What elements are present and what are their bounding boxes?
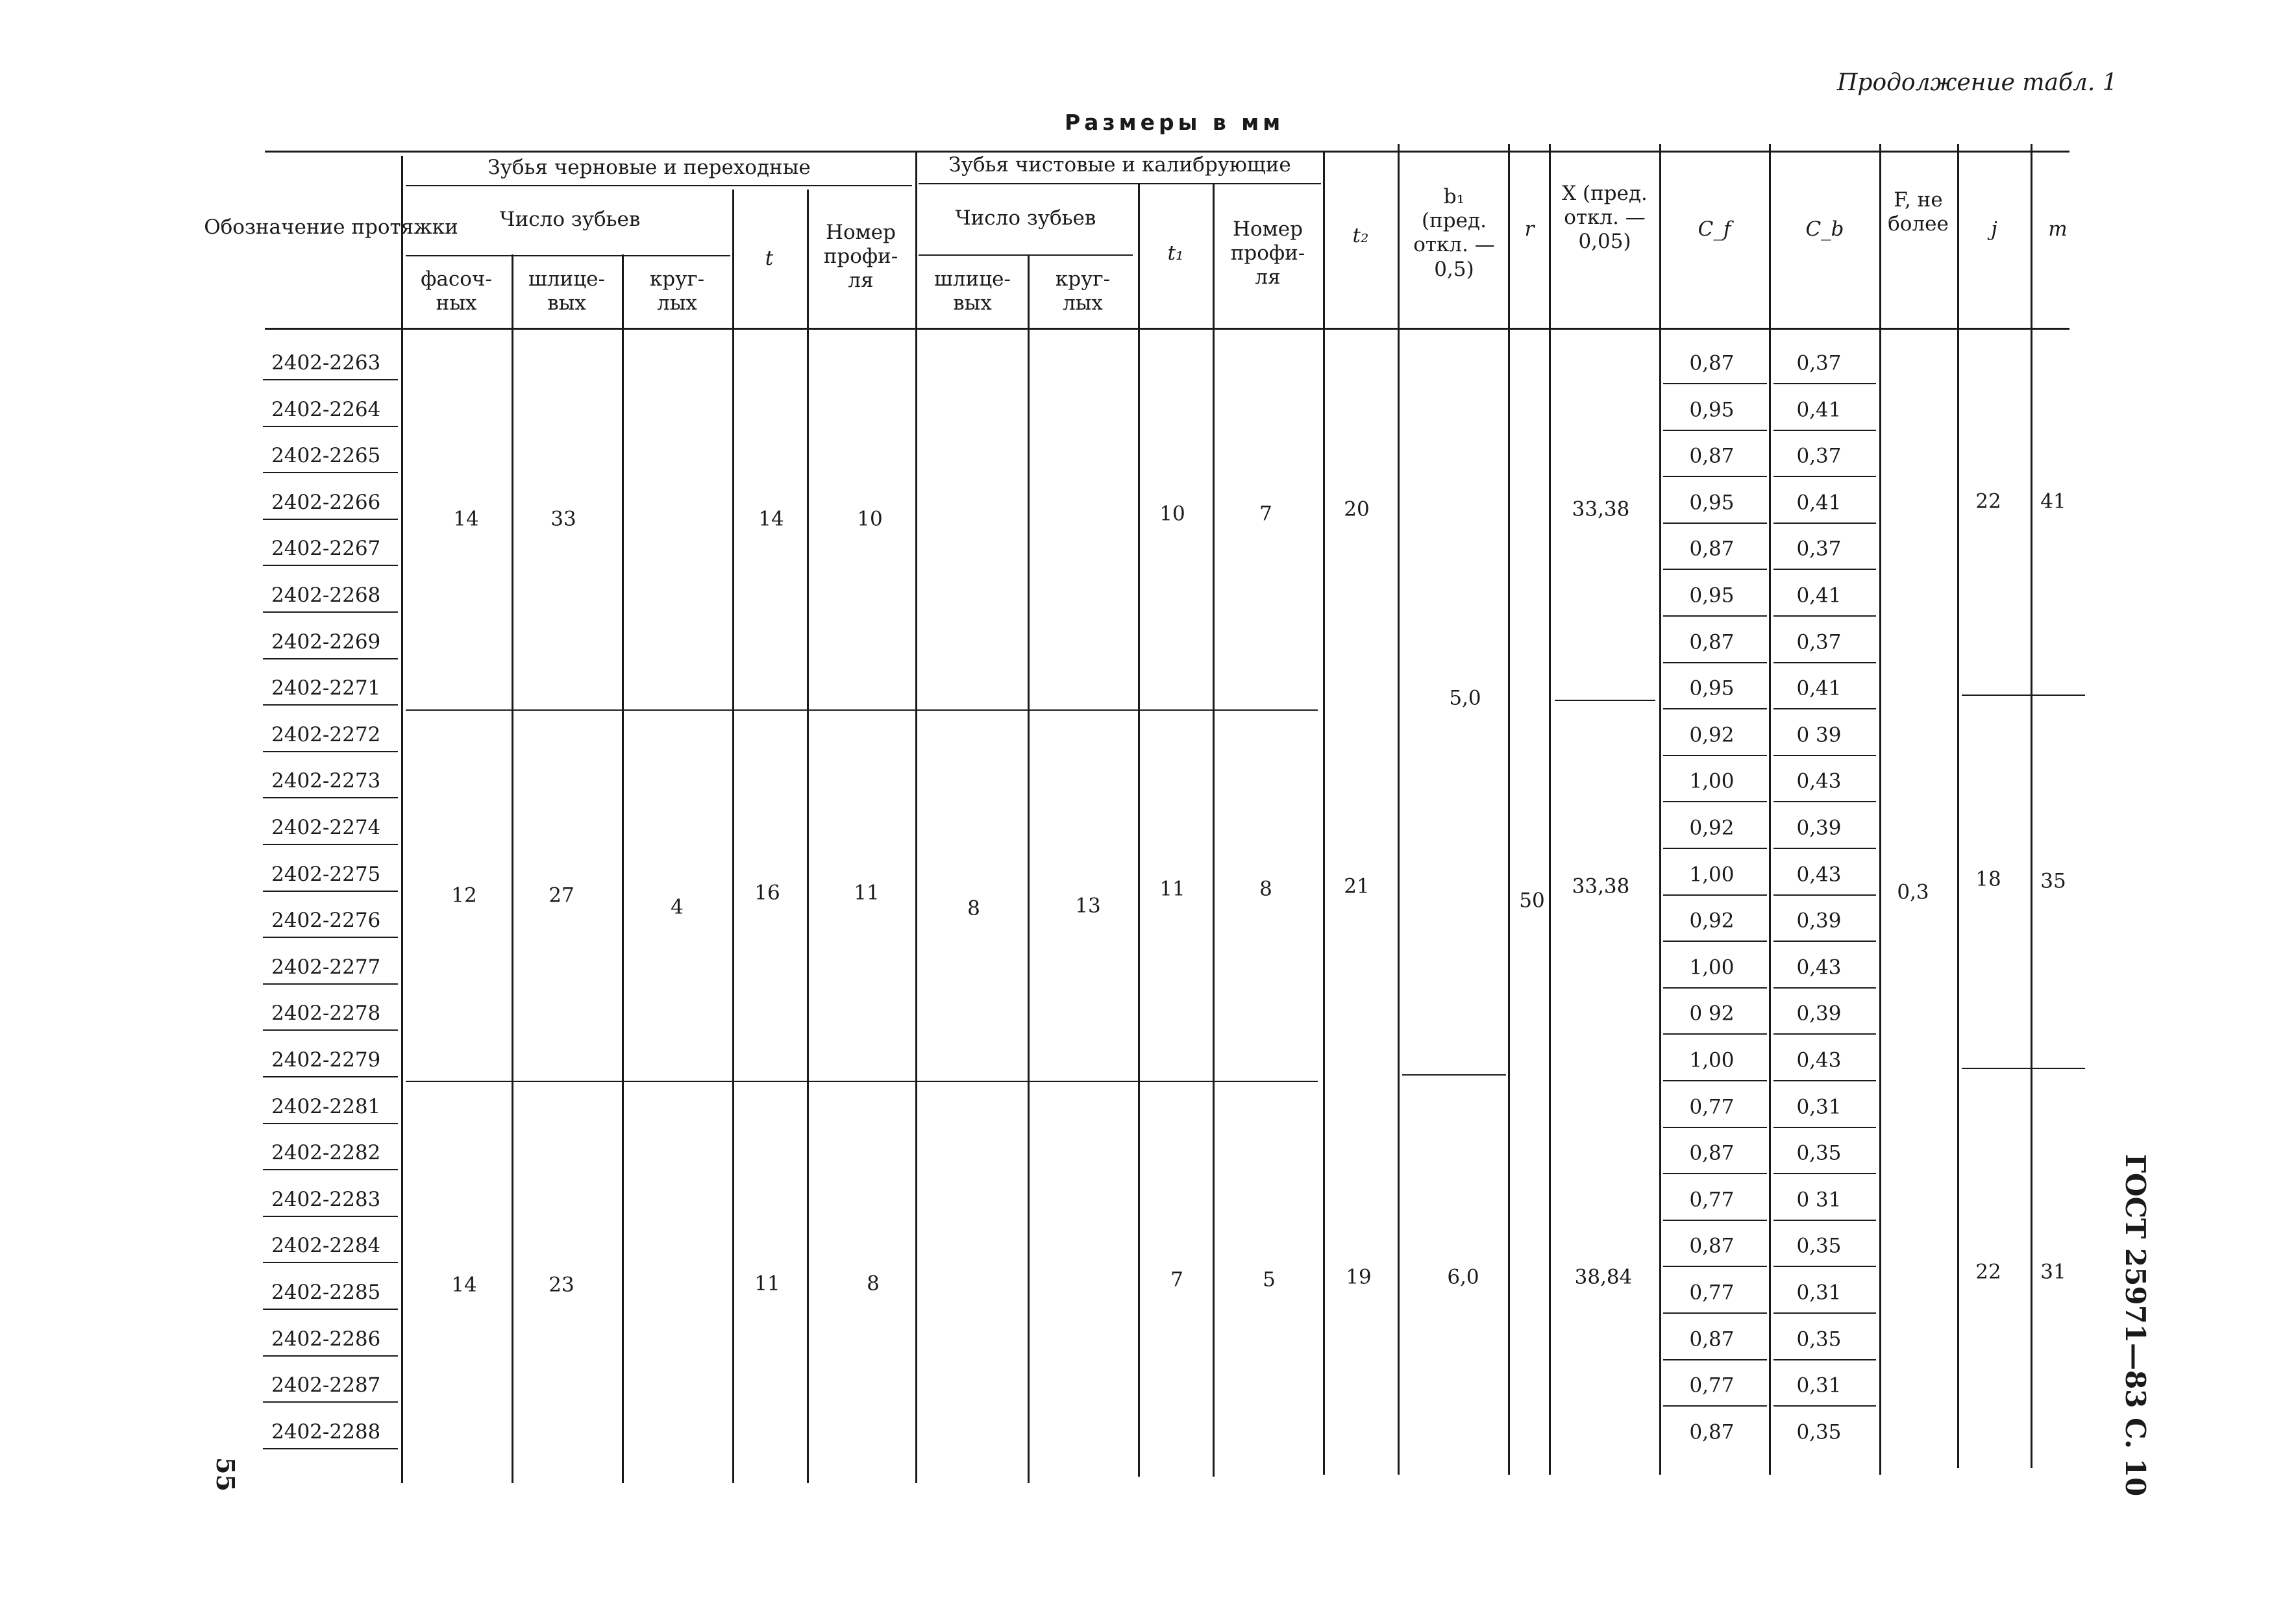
cb-underline xyxy=(1773,848,1876,849)
shared-finish-round: 13 xyxy=(1075,894,1101,918)
g3-m: 31 xyxy=(2040,1260,2066,1284)
col-rough-group: Зубья черновые и переходные xyxy=(488,156,811,179)
g2-t1: 11 xyxy=(1159,877,1185,901)
designation-cell: 2402-2279 xyxy=(271,1048,381,1072)
designation-underline xyxy=(263,797,398,798)
designation-underline xyxy=(263,1123,398,1124)
designation-cell: 2402-2287 xyxy=(271,1373,381,1397)
cf-cell: 1,00 xyxy=(1689,769,1735,793)
col-rough-chamfer: фасоч- ных xyxy=(421,267,492,315)
designation-underline xyxy=(263,1169,398,1170)
cb-cell: 0,31 xyxy=(1796,1373,1842,1397)
col-m: m xyxy=(2048,217,2068,241)
designation-underline xyxy=(263,611,398,613)
cf-cell: 0,92 xyxy=(1689,816,1735,840)
cf-underline xyxy=(1663,1266,1767,1267)
cb-underline xyxy=(1773,1173,1876,1174)
g1-rough-spline: 33 xyxy=(550,507,576,531)
cf-underline xyxy=(1663,383,1767,384)
designation-underline xyxy=(263,844,398,845)
cf-underline xyxy=(1663,1359,1767,1360)
g1-j: 22 xyxy=(1975,489,2001,513)
designation-cell: 2402-2264 xyxy=(271,397,381,421)
designation-underline xyxy=(263,658,398,659)
designation-cell: 2402-2275 xyxy=(271,862,381,886)
col-X: X (пред. откл. —0,05) xyxy=(1562,182,1648,254)
cb-underline xyxy=(1773,1080,1876,1081)
cb-underline xyxy=(1773,430,1876,431)
designation-underline xyxy=(263,565,398,566)
cf-cell: 0,77 xyxy=(1689,1281,1735,1305)
designation-underline xyxy=(263,937,398,938)
cb-cell: 0 39 xyxy=(1796,723,1842,747)
cf-cell: 1,00 xyxy=(1689,955,1735,979)
g3-t1: 7 xyxy=(1170,1268,1183,1292)
g1-t2: 20 xyxy=(1344,497,1370,521)
designation-underline xyxy=(263,983,398,985)
cf-underline xyxy=(1663,476,1767,477)
designation-underline xyxy=(263,1355,398,1357)
cb-underline xyxy=(1773,1220,1876,1221)
continuation-label: Продолжение табл. 1 xyxy=(1837,69,2118,96)
designation-cell: 2402-2277 xyxy=(271,955,381,979)
cb-underline xyxy=(1773,569,1876,570)
designation-cell: 2402-2281 xyxy=(271,1094,381,1118)
cb-underline xyxy=(1773,708,1876,709)
cf-cell: 0,92 xyxy=(1689,909,1735,933)
cb-cell: 0,41 xyxy=(1796,491,1842,515)
shared-r: 50 xyxy=(1519,889,1545,913)
g3-X: 38,84 xyxy=(1574,1265,1633,1289)
designation-cell: 2402-2286 xyxy=(271,1327,381,1351)
cb-underline xyxy=(1773,1033,1876,1035)
cb-cell: 0,37 xyxy=(1796,444,1842,468)
cb-cell: 0,41 xyxy=(1796,398,1842,422)
designation-cell: 2402-2263 xyxy=(271,351,381,375)
cf-cell: 0,77 xyxy=(1689,1095,1735,1119)
cf-cell: 0,87 xyxy=(1689,1420,1735,1444)
designation-cell: 2402-2278 xyxy=(271,1002,381,1026)
designation-cell: 2402-2276 xyxy=(271,909,381,933)
col-t1: t₁ xyxy=(1167,241,1184,265)
units-label: Размеры в мм xyxy=(1065,110,1285,135)
cf-cell: 0,87 xyxy=(1689,1141,1735,1165)
g3-t: 11 xyxy=(754,1272,780,1296)
cf-underline xyxy=(1663,430,1767,431)
g3-finish-profile: 5 xyxy=(1263,1268,1276,1292)
cb-cell: 0,39 xyxy=(1796,909,1842,933)
cf-underline xyxy=(1663,615,1767,617)
g1-t1: 10 xyxy=(1159,502,1185,526)
col-rough-spline: шлице- вых xyxy=(528,267,605,315)
cb-cell: 0,37 xyxy=(1796,537,1842,561)
cb-cell: 0,43 xyxy=(1796,1048,1842,1072)
g2-X: 33,38 xyxy=(1572,874,1630,898)
col-rough-round: круг- лых xyxy=(649,267,705,315)
cb-cell: 0 31 xyxy=(1796,1188,1842,1212)
g2-m: 35 xyxy=(2040,869,2066,893)
cf-cell: 0,87 xyxy=(1689,1234,1735,1258)
cb-cell: 0,35 xyxy=(1796,1141,1842,1165)
gost-side-label: ГОСТ 25971—83 С. 10 xyxy=(2119,1154,2151,1497)
cb-underline xyxy=(1773,523,1876,524)
designation-cell: 2402-2274 xyxy=(271,816,381,839)
cb-cell: 0,37 xyxy=(1796,630,1842,654)
col-finish-profile: Номер профи- ля xyxy=(1230,217,1305,289)
cf-underline xyxy=(1663,894,1767,896)
col-t: t xyxy=(765,247,774,270)
g2-t2: 21 xyxy=(1344,874,1370,898)
designation-cell: 2402-2282 xyxy=(271,1141,381,1165)
cb-underline xyxy=(1773,1266,1876,1267)
cb-cell: 0,43 xyxy=(1796,955,1842,979)
cb-cell: 0,35 xyxy=(1796,1327,1842,1351)
cf-cell: 0,77 xyxy=(1689,1373,1735,1397)
designation-cell: 2402-2266 xyxy=(271,490,381,514)
cf-underline xyxy=(1663,1220,1767,1221)
g3-rough-profile: 8 xyxy=(867,1272,880,1296)
cf-cell: 1,00 xyxy=(1689,863,1735,887)
col-F: F, не более xyxy=(1888,188,1949,236)
designation-cell: 2402-2272 xyxy=(271,722,381,746)
cb-underline xyxy=(1773,1312,1876,1314)
cb-cell: 0,41 xyxy=(1796,584,1842,608)
col-rough-count: Число зубьев xyxy=(499,208,641,231)
col-j: j xyxy=(1991,217,1997,241)
designation-underline xyxy=(263,379,398,380)
cb-underline xyxy=(1773,941,1876,942)
designation-underline xyxy=(263,1309,398,1310)
g1-m: 41 xyxy=(2040,489,2066,513)
designation-underline xyxy=(263,891,398,892)
cf-underline xyxy=(1663,1033,1767,1035)
cf-cell: 0,87 xyxy=(1689,630,1735,654)
designation-underline xyxy=(263,1029,398,1031)
cf-underline xyxy=(1663,755,1767,756)
col-Cf: C_f xyxy=(1698,217,1731,241)
cf-cell: 0,95 xyxy=(1689,676,1735,700)
cb-cell: 0,35 xyxy=(1796,1420,1842,1444)
cf-cell: 0,95 xyxy=(1689,491,1735,515)
designation-cell: 2402-2284 xyxy=(271,1234,381,1258)
col-finish-spline: шлице- вых xyxy=(934,267,1011,315)
col-rough-profile: Номер профи- ля xyxy=(823,221,898,293)
cf-underline xyxy=(1663,801,1767,802)
g1-finish-profile: 7 xyxy=(1259,502,1272,526)
g1-rough-chamfer: 14 xyxy=(453,507,479,531)
cf-underline xyxy=(1663,987,1767,989)
shared-b1-upper: 5,0 xyxy=(1449,686,1481,710)
g2-rough-chamfer: 12 xyxy=(451,883,477,907)
g3-j: 22 xyxy=(1975,1260,2001,1284)
cf-underline xyxy=(1663,941,1767,942)
cf-cell: 0,95 xyxy=(1689,584,1735,608)
designation-underline xyxy=(263,472,398,473)
g3-t2: 19 xyxy=(1346,1265,1372,1289)
cf-underline xyxy=(1663,662,1767,663)
cb-cell: 0,31 xyxy=(1796,1095,1842,1119)
cf-underline xyxy=(1663,1312,1767,1314)
designation-cell: 2402-2288 xyxy=(271,1420,381,1444)
designation-cell: 2402-2273 xyxy=(271,769,381,793)
g2-t: 16 xyxy=(754,881,780,905)
g1-X: 33,38 xyxy=(1572,497,1630,521)
designation-cell: 2402-2283 xyxy=(271,1187,381,1211)
cf-cell: 1,00 xyxy=(1689,1048,1735,1072)
designation-underline xyxy=(263,751,398,752)
g2-finish-profile: 8 xyxy=(1259,877,1272,901)
cf-cell: 0,87 xyxy=(1689,351,1735,375)
cb-cell: 0,31 xyxy=(1796,1281,1842,1305)
cb-cell: 0,43 xyxy=(1796,769,1842,793)
shared-F: 0,3 xyxy=(1897,880,1929,904)
cf-cell: 0 92 xyxy=(1689,1002,1735,1026)
g1-rough-profile: 10 xyxy=(857,507,883,531)
cf-underline xyxy=(1663,569,1767,570)
cf-underline xyxy=(1663,848,1767,849)
cf-cell: 0,77 xyxy=(1689,1188,1735,1212)
designation-cell: 2402-2267 xyxy=(271,537,381,561)
cb-cell: 0,35 xyxy=(1796,1234,1842,1258)
cf-cell: 0,87 xyxy=(1689,1327,1735,1351)
g3-rough-spline: 23 xyxy=(549,1273,574,1297)
cb-underline xyxy=(1773,383,1876,384)
g2-rough-profile: 11 xyxy=(854,881,880,905)
g3-rough-chamfer: 14 xyxy=(451,1273,477,1297)
shared-rough-round: 4 xyxy=(671,895,684,919)
designation-underline xyxy=(263,1076,398,1077)
designation-cell: 2402-2269 xyxy=(271,630,381,654)
designation-underline xyxy=(263,1262,398,1263)
cf-underline xyxy=(1663,1080,1767,1081)
g2-rough-spline: 27 xyxy=(549,883,574,907)
cb-underline xyxy=(1773,476,1876,477)
cb-underline xyxy=(1773,1405,1876,1407)
cb-underline xyxy=(1773,662,1876,663)
cb-cell: 0,43 xyxy=(1796,863,1842,887)
g1-t: 14 xyxy=(758,507,784,531)
col-t2: t₂ xyxy=(1352,224,1369,247)
cb-underline xyxy=(1773,1127,1876,1128)
cb-underline xyxy=(1773,615,1876,617)
cb-cell: 0,39 xyxy=(1796,816,1842,840)
cb-underline xyxy=(1773,755,1876,756)
cf-underline xyxy=(1663,1127,1767,1128)
cf-cell: 0,87 xyxy=(1689,537,1735,561)
cf-cell: 0,92 xyxy=(1689,723,1735,747)
col-designation: Обозначение протяжки xyxy=(204,215,458,239)
designation-underline xyxy=(263,426,398,427)
cf-underline xyxy=(1663,1173,1767,1174)
col-finish-round: круг- лых xyxy=(1055,267,1111,315)
col-Cb: C_b xyxy=(1805,217,1844,241)
designation-cell: 2402-2265 xyxy=(271,444,381,468)
cb-underline xyxy=(1773,894,1876,896)
shared-finish-spline: 8 xyxy=(967,896,980,920)
designation-underline xyxy=(263,704,398,706)
designation-cell: 2402-2271 xyxy=(271,676,381,700)
designation-cell: 2402-2285 xyxy=(271,1281,381,1304)
cf-underline xyxy=(1663,708,1767,709)
designation-underline xyxy=(263,1401,398,1403)
designation-underline xyxy=(263,519,398,520)
cb-underline xyxy=(1773,987,1876,989)
cf-cell: 0,87 xyxy=(1689,444,1735,468)
shared-b1-lower: 6,0 xyxy=(1447,1265,1479,1289)
designation-underline xyxy=(263,1448,398,1449)
cb-cell: 0,37 xyxy=(1796,351,1842,375)
col-finish-group: Зубья чистовые и калибрующие xyxy=(948,153,1291,177)
cf-underline xyxy=(1663,1405,1767,1407)
cb-cell: 0,41 xyxy=(1796,676,1842,700)
cb-underline xyxy=(1773,1359,1876,1360)
designation-cell: 2402-2268 xyxy=(271,584,381,607)
page-number: 55 xyxy=(211,1457,240,1492)
cf-cell: 0,95 xyxy=(1689,398,1735,422)
col-b1: b₁ (пред. откл. —0,5) xyxy=(1413,185,1495,281)
cb-underline xyxy=(1773,801,1876,802)
g2-j: 18 xyxy=(1975,867,2001,891)
col-r: r xyxy=(1524,217,1535,241)
col-finish-count: Число зубьев xyxy=(955,206,1096,230)
designation-underline xyxy=(263,1216,398,1217)
cf-underline xyxy=(1663,523,1767,524)
cb-cell: 0,39 xyxy=(1796,1002,1842,1026)
